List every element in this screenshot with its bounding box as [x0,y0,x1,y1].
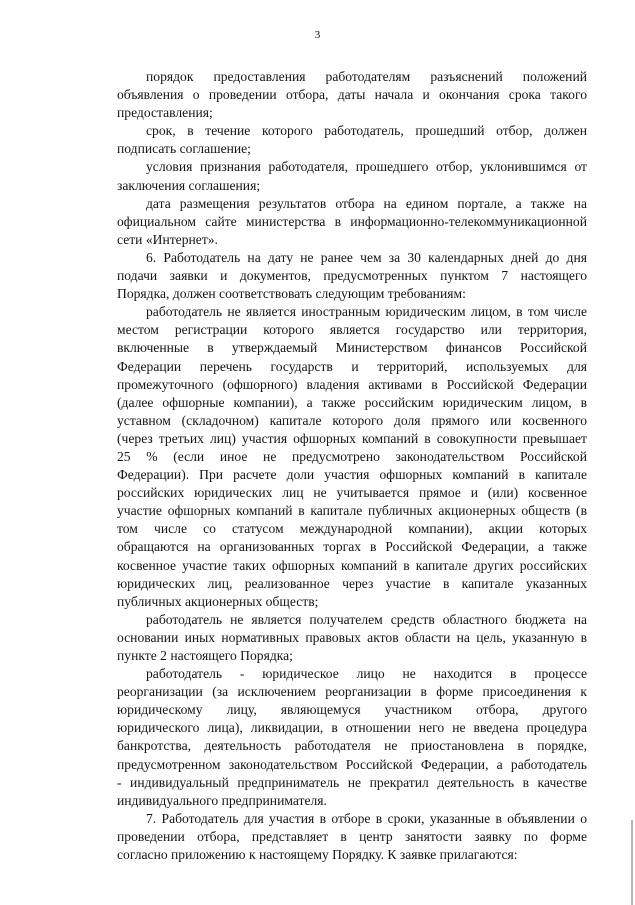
text-line: 25 % (если иное не предусмотрено законодательством Российской [117,448,587,464]
text-line: официальном сайте министерства в информационно-телекоммуникационной [117,213,587,229]
text-line: условия признания работодателя, прошедшего отбор, уклонившимся от [146,159,587,175]
text-line: индивидуального предпринимателя. [117,792,327,808]
text-line: юридических лиц, реализованное через участие в капитале указанных [117,575,587,591]
text-line: пункте 2 настоящего Порядка; [117,648,293,663]
text-line: участие офшорных компаний в капитале публичных акционерных обществ (в [117,503,587,519]
text-line: банкротства, деятельность работодателя не приостановлена в порядке, [117,738,587,754]
page-number: 3 [314,29,321,41]
text-line: юридического лица), ликвидации, в отношении него не введена процедура [117,720,587,736]
text-line: дата размещения результатов отбора на едином портале, а также на [146,195,587,211]
text-line: Федерации перечень государств и территорий, используемых для [117,358,587,374]
text-line: объявления о проведении отбора, даты начала и окончания срока такого [117,87,587,103]
text-line: проведении отбора, представляет в центр занятости заявку по форме [117,828,587,844]
text-line: подачи заявки и документов, предусмотренных пунктом 7 настоящего [117,268,587,284]
text-line: (через третьих лиц) участия офшорных компаний в совокупности превышает [117,430,587,446]
text-line: Федерации). При расчете доли участия офшорных компаний в капитале [117,467,587,483]
text-line: срок, в течение которого работодатель, прошедший отбор, должен [146,123,587,139]
text-line: местом регистрации которого является государство или территория, [117,322,587,338]
text-line: юридическому лицу, являющемуся участником отбора, другого [117,702,587,718]
text-line: основании иных нормативных правовых актов области на цель, указанную в [117,629,587,645]
text-line: предоставления; [117,105,213,121]
text-line: работодатель не является получателем средств областного бюджета на [146,611,587,627]
text-line: 6. Работодатель на дату не ранее чем за 30 календарных дней до дня [146,249,587,265]
text-line: подписать соглашение; [117,141,251,157]
text-line: порядок предоставления работодателям разъяснений положений [146,69,587,84]
text-line: публичных акционерных обществ; [117,593,319,609]
text-line: Порядка, должен соответствовать следующим требованиям: [117,286,466,302]
text-line: 7. Работодатель для участия в отборе в сроки, указанные в объявлении о [146,810,587,826]
text-line: том числе со статусом международной компании), акции которых [117,521,587,537]
text-line: реорганизации (за исключением реорганизации в форме присоединения к [117,684,587,700]
text-line: согласно приложению к настоящему Порядку. К заявке прилагаются: [117,847,518,863]
text-line: обращаются на организованных торгах в Российской Федерации, а также [117,539,587,555]
text-line: (далее офшорные компании), а также российским юридическим лицом, в [117,394,587,410]
document-body [117,68,587,864]
text-line: уставном (складочном) капитале которого доля прямого или косвенного [117,412,587,428]
text-line: промежуточного (офшорного) владения активами в Российской Федерации [117,376,587,392]
text-line: работодатель не является иностранным юридическим лицом, в том числе [146,304,587,320]
text-line: заключения соглашения; [117,177,261,193]
text-line: работодатель - юридическое лицо не находится в процессе [146,666,587,682]
text-line: косвенное участие таких офшорных компаний в капитале других российских [117,557,587,573]
text-line: - индивидуальный предприниматель не прекратил деятельность в качестве [117,774,587,790]
text-line: предусмотренном законодательством Российской Федерации, а работодатель [117,756,587,772]
scan-edge-mark [631,820,633,905]
text-line: сети «Интернет». [117,231,218,247]
text-line: российских юридических лиц не учитывается прямое и (или) косвенное [117,485,587,501]
text-line: включенные в утверждаемый Министерством финансов Российской [117,340,587,356]
